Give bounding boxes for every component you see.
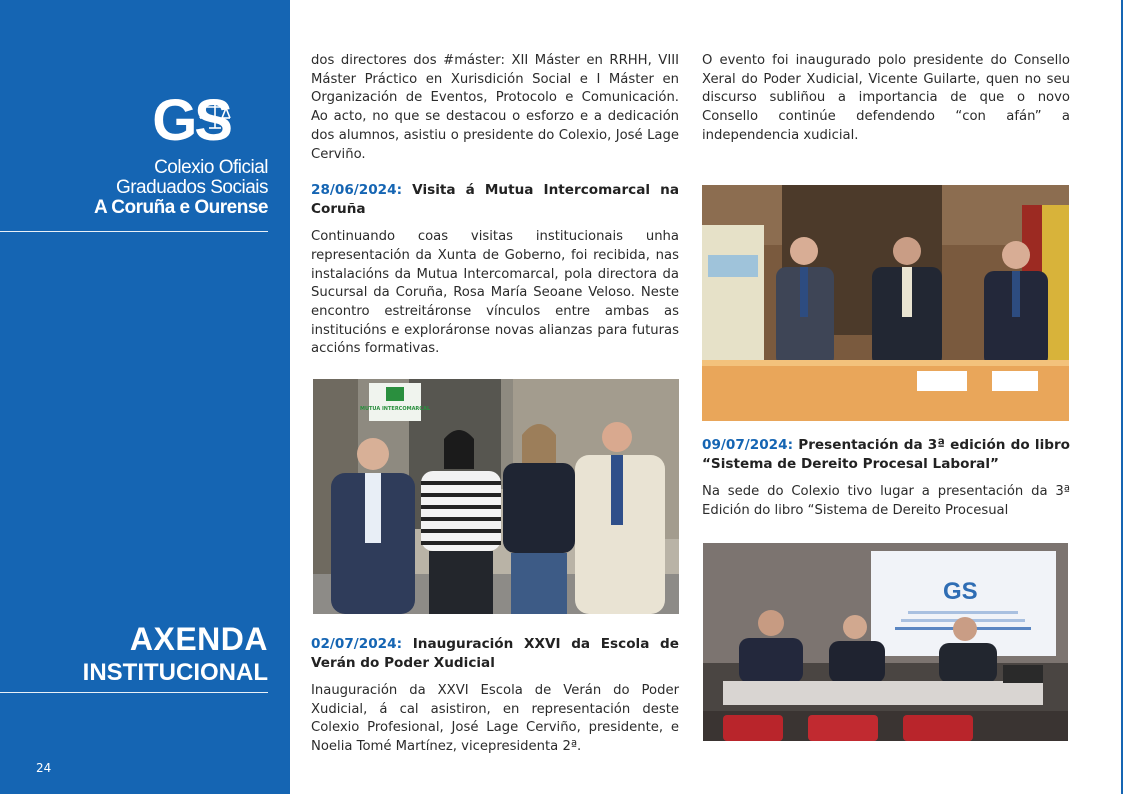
entry-heading-libro — [702, 436, 1070, 474]
page-number: 24 — [36, 761, 52, 775]
photo-sign-text: MUTUA INTERCOMARCAL — [359, 406, 431, 412]
entry-heading-escola — [311, 635, 679, 673]
entry-paragraph-libro: Na sede do Colexio tivo lugar a presentación da 3ª Edición do libro “Sistema de Dereito Procesual — [702, 484, 1070, 518]
entry-paragraph-escola: Inauguración da XXVI Escola de Verán do Poder Xudicial, á cal asistiron, en representación deste Colexio Profesional, José Lage Cerviño, presidente, e Noelia Tomé Martínez, vicepresidenta 2ª. — [311, 683, 679, 755]
entry-date: 28/06/2024: — [311, 182, 403, 199]
column-left — [311, 52, 679, 359]
colexio-logo — [48, 88, 268, 218]
scales-of-justice-icon — [198, 98, 232, 132]
entry-date: 09/07/2024: — [702, 437, 794, 453]
entry-title: Visita á Mutua Intercomarcal na Coruña — [311, 182, 680, 218]
photo-presentacion-libro-image — [703, 543, 1068, 741]
photo-mutua-visit — [313, 379, 679, 614]
entry-date: 02/07/2024: — [311, 636, 403, 652]
entry-heading-mutua — [311, 181, 679, 219]
photo-escola-veran-image — [702, 185, 1069, 421]
top-divider — [0, 231, 268, 232]
gs-logo-mark — [148, 88, 268, 154]
photo-mutua-visit-image — [313, 379, 679, 614]
section-title-line-1: AXENDA — [129, 621, 268, 657]
projected-logo-text: GS — [943, 578, 978, 605]
logo-line-1: Colexio Oficial — [154, 157, 268, 178]
logo-mark-text: GS — [152, 88, 230, 153]
sidebar — [0, 0, 290, 794]
intro-paragraph-left: dos directores dos #máster: XII Máster en RRHH, VIII Máster Práctico en Xurisdición Social e I Máster en Organización de Eventos, Protocolo e Comunicación. Ao acto, no que se destacou o esforzo e a dedicación dos alumnos, asistiu o presidente do Colexio, José Lage Cerviño. — [311, 53, 679, 162]
section-title-line-2: INSTITUCIONAL — [82, 659, 268, 686]
entry-title: Presentación da 3ª edición do libro “Sistema de Dereito Procesal Laboral” — [702, 437, 1071, 472]
entry-title: Inauguración XXVI da Escola de Verán do Poder Xudicial — [311, 636, 679, 671]
photo-escola-veran — [702, 185, 1069, 421]
column-left-bottom — [311, 635, 679, 757]
section-title — [83, 620, 268, 688]
intro-paragraph-right: O evento foi inaugurado polo presidente do Consello Xeral do Poder Xudicial, Vicente Guilarte, quen no seu discurso subliñou a importancia de que o novo Consello continúe defendendo “con afán” a independencia xudicial. — [702, 53, 1070, 143]
entry-paragraph-mutua: Continuando coas visitas institucionais unha representación da Xunta de Goberno, foi recibida, nas instalacións da Mutua Intercomarcal, pola directora da Sucursal da Coruña, Rosa María Seoane Veloso. Neste encontro estreitáronse vínculos entre ambas as institucións e exploráronse novas alianzas para futuras accións formativas. — [311, 229, 679, 357]
photo-presentacion-libro — [703, 543, 1068, 741]
logo-line-3: A Coruña e Ourense — [93, 197, 268, 218]
bottom-divider — [0, 692, 268, 693]
column-right-bottom — [702, 436, 1070, 520]
logo-line-2: Graduados Sociais — [115, 177, 268, 198]
column-right — [702, 52, 1070, 146]
